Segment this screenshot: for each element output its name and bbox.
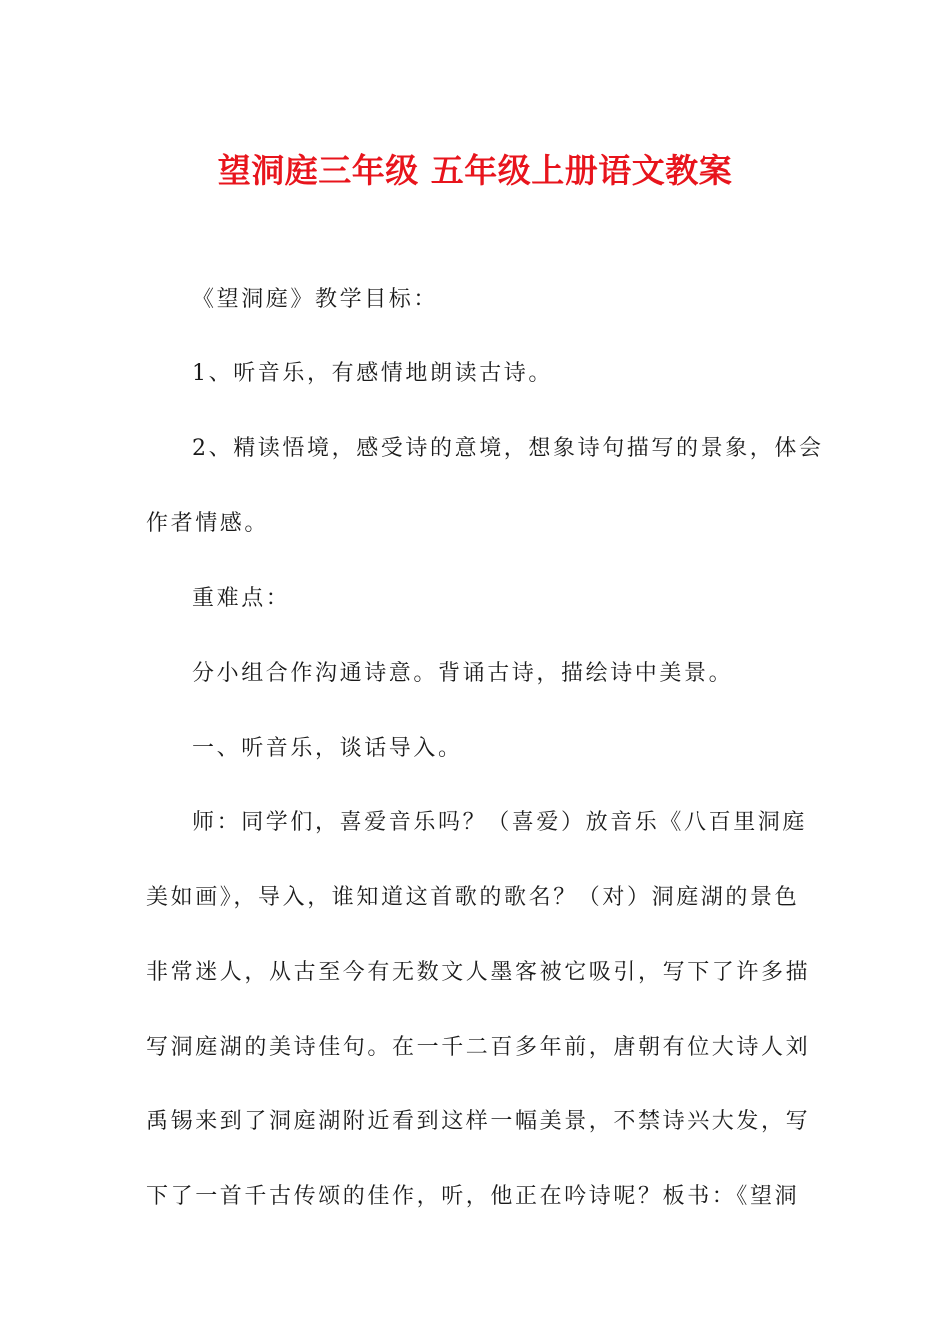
paragraph-line-teacher-4: 写洞庭湖的美诗佳句。在一千二百多年前，唐朝有位大诗人刘 (146, 1035, 811, 1060)
paragraph-line-objective-1: 1、听音乐，有感情地朗读古诗。 (192, 361, 553, 386)
paragraph-line-key-points-heading: 重难点： (192, 586, 291, 611)
paragraph-line-objectives-heading: 《望洞庭》教学目标： (192, 287, 439, 312)
paragraph-line-teacher-5: 禹锡来到了洞庭湖附近看到这样一幅美景，不禁诗兴大发，写 (146, 1109, 811, 1134)
paragraph-line-teacher-3: 非常迷人，从古至今有无数文人墨客被它吸引，写下了许多描 (146, 960, 811, 985)
document-title: 望洞庭三年级 五年级上册语文教案 (217, 151, 733, 190)
paragraph-line-section-1-heading: 一、听音乐，谈话导入。 (192, 736, 463, 761)
paragraph-line-objective-2-cont: 作者情感。 (146, 511, 270, 536)
paragraph-line-key-points: 分小组合作沟通诗意。背诵古诗，描绘诗中美景。 (192, 661, 734, 686)
paragraph-line-objective-2: 2、精读悟境，感受诗的意境，想象诗句描写的景象，体会 (192, 436, 824, 461)
paragraph-line-teacher-2: 美如画》，导入，谁知道这首歌的歌名？（对）洞庭湖的景色 (146, 885, 800, 910)
paragraph-line-teacher-1: 师：同学们，喜爱音乐吗？（喜爱）放音乐《八百里洞庭 (192, 810, 808, 835)
paragraph-line-teacher-6: 下了一首千古传颂的佳作，听，他正在吟诗呢？板书：《望洞 (146, 1184, 800, 1209)
